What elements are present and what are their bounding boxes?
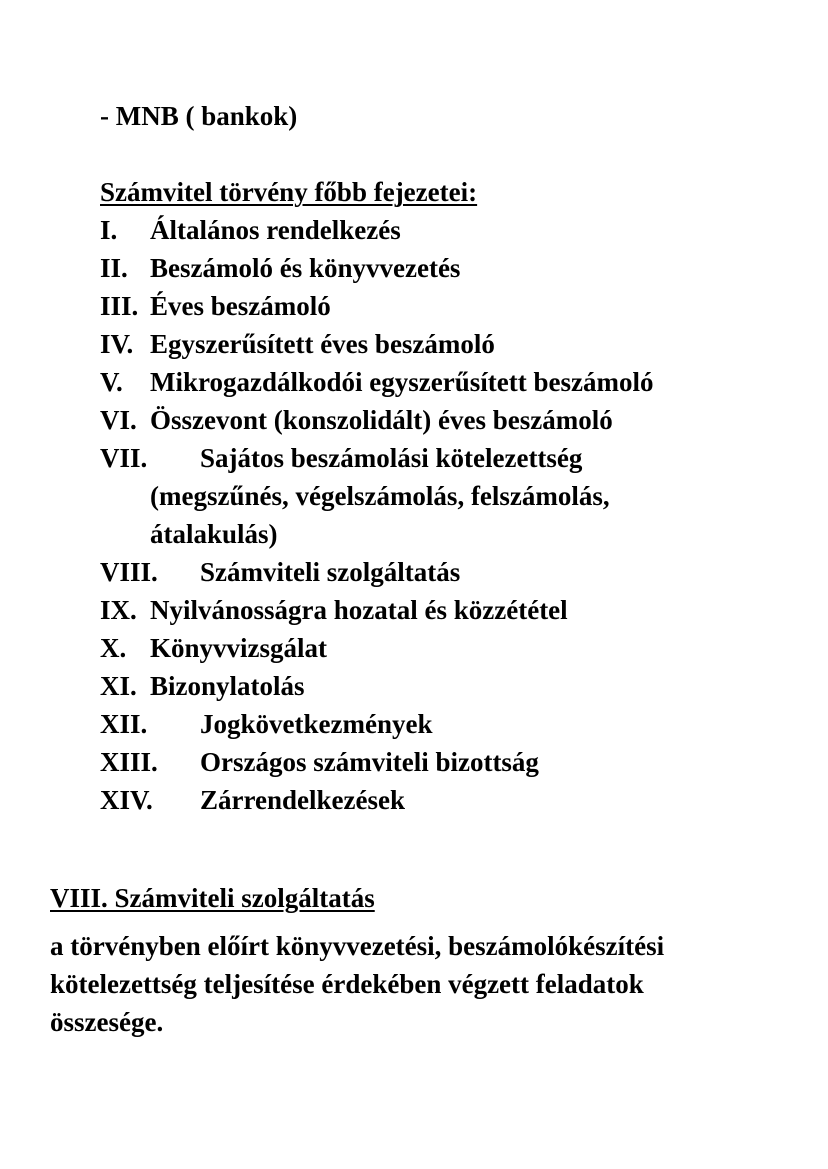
chapter-item (100, 708, 800, 746)
section-heading: VIII. Számviteli szolgáltatás (50, 883, 375, 913)
chapter-title: Könyvvizsgálat (150, 633, 328, 663)
chapter-item (100, 594, 800, 632)
chapter-title: Zárrendelkezések (200, 785, 405, 815)
chapter-number: VI. (100, 405, 137, 435)
chapter-title: Beszámoló és könyvvezetés (150, 253, 461, 283)
chapter-number: XIII. (100, 747, 158, 777)
chapter-item (100, 632, 800, 670)
chapter-title: Sajátos beszámolási kötelezettség (200, 443, 583, 473)
intro-line: - MNB ( bankok) (100, 101, 298, 131)
chapter-item (100, 404, 800, 442)
chapter-number: VIII. (100, 557, 158, 587)
chapter-title: Jogkövetkezmények (200, 709, 433, 739)
chapter-number: XI. (100, 671, 137, 701)
section-text-line: összesége. (50, 1007, 164, 1037)
chapter-title: Mikrogazdálkodói egyszerűsített beszámoló (150, 367, 654, 397)
section-text-line: kötelezettség teljesítése érdekében végzett feladatok (50, 969, 644, 999)
chapter-number: VII. (100, 443, 148, 473)
chapter-number: IV. (100, 329, 134, 359)
chapter-title-line-2: (megszűnés, végelszámolás, felszámolás, (150, 481, 610, 511)
chapter-title-continuation (100, 518, 800, 556)
chapter-item (100, 442, 800, 480)
chapter-title: Éves beszámoló (150, 291, 331, 321)
chapter-item (100, 290, 800, 328)
chapter-number: XII. (100, 709, 148, 739)
chapter-number: III. (100, 291, 139, 321)
chapter-number: XIV. (100, 785, 153, 815)
chapter-number: X. (100, 633, 127, 663)
chapter-title: Számviteli szolgáltatás (200, 557, 461, 587)
chapter-title: Nyilvánosságra hozatal és közzététel (150, 595, 568, 625)
chapter-title: Egyszerűsített éves beszámoló (150, 329, 495, 359)
chapter-item (100, 214, 800, 252)
section-text-line: a törvényben előírt könyvvezetési, beszámolókészítési (50, 931, 665, 961)
chapter-title: Általános rendelkezés (150, 215, 401, 245)
chapter-item (100, 670, 800, 708)
chapter-item (100, 328, 800, 366)
chapter-item (100, 366, 800, 404)
chapter-number: IX. (100, 595, 137, 625)
chapter-title: Összevont (konszolidált) éves beszámoló (150, 405, 613, 435)
chapter-item (100, 556, 800, 594)
chapter-title-continuation (100, 480, 800, 518)
chapter-title-line-3: átalakulás) (150, 519, 278, 549)
chapter-number: I. (100, 215, 118, 245)
chapter-item (100, 784, 800, 822)
chapter-title: Országos számviteli bizottság (200, 747, 539, 777)
chapter-title: Bizonylatolás (150, 671, 305, 701)
chapter-item (100, 746, 800, 784)
chapter-item (100, 252, 800, 290)
chapter-number: II. (100, 253, 128, 283)
toc-heading: Számvitel törvény főbb fejezetei: (100, 177, 478, 207)
chapter-number: V. (100, 367, 123, 397)
